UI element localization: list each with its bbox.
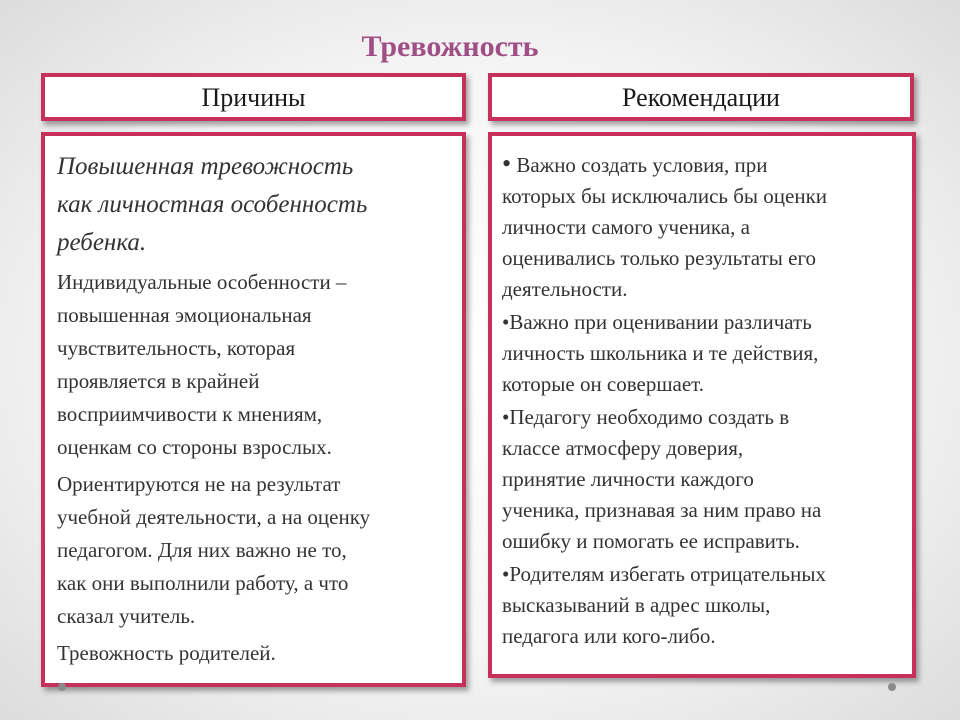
causes-header-label: Причины [201, 83, 306, 112]
causes-paragraph-2: Ориентируются не на результат учебной деятельности, а на оценку педагогом. Для них важно не то, как они выполнили работу, а что сказал учитель. [57, 472, 371, 628]
causes-panel [41, 132, 466, 687]
decorative-dot-left [58, 683, 66, 691]
recommendation-item-4 [502, 559, 906, 652]
causes-header [41, 73, 466, 121]
recommendations-panel [488, 132, 916, 678]
causes-heading: Повышенная тревожность как личностная особенность ребенка. [57, 153, 368, 256]
recommendation-text-3: Педагогу необходимо создать в классе атмосферу доверия, принятие личности каждого ученика, признавая за ним право на ошибку и помогать ее исправить. [502, 405, 822, 553]
recommendation-text-1: Важно создать условия, при которых бы исключались бы оценки личности самого ученика, а оценивались только результаты его деятельности. [502, 153, 828, 301]
bullet-icon: • [502, 310, 510, 334]
bullet-icon: • [502, 405, 510, 429]
recommendation-item-3 [502, 402, 906, 557]
recommendations-header-label: Рекомендации [622, 83, 780, 112]
causes-paragraph-3: Тревожность родителей. [57, 641, 276, 665]
slide-title: Тревожность [361, 30, 539, 63]
recommendation-text-4: Родителям избегать отрицательных высказываний в адрес школы, педагога или кого-либо. [502, 562, 826, 648]
causes-paragraph-1: Индивидуальные особенности – повышенная эмоциональная чувствительность, которая проявляется в крайней восприимчивости к мнениям, оценкам со стороны взрослых. [57, 270, 347, 459]
recommendations-header [488, 73, 914, 121]
recommendation-text-2: Важно при оценивании различать личность школьника и те действия, которые он совершает. [502, 310, 819, 396]
decorative-dot-right [888, 683, 896, 691]
bullet-icon: • [502, 149, 512, 178]
bullet-icon: • [502, 562, 510, 586]
recommendation-item-1 [502, 148, 906, 305]
recommendation-item-2 [502, 307, 906, 400]
